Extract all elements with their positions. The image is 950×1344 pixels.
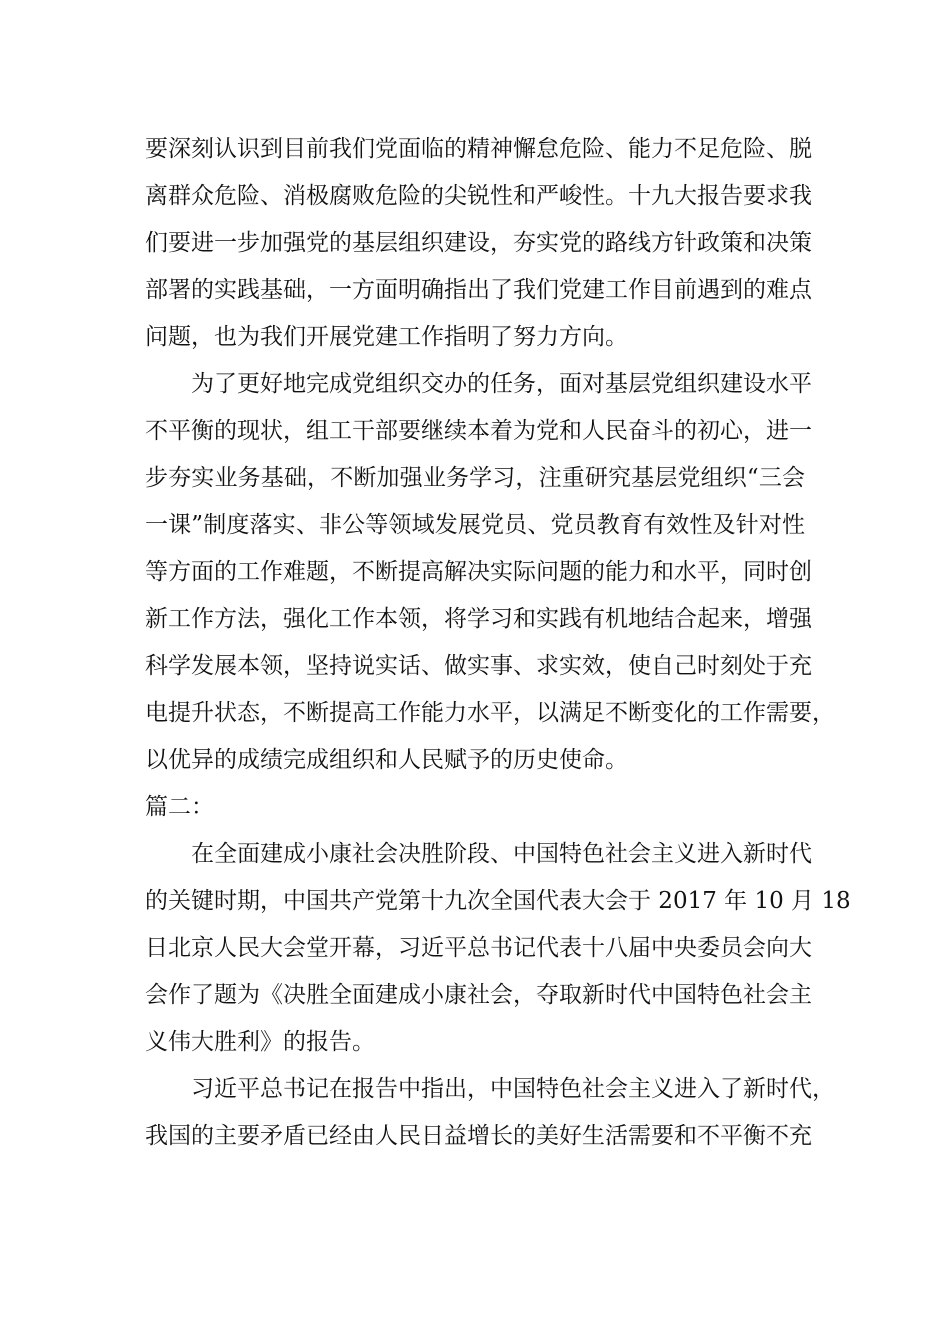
- text-line: 不平衡的现状，组工干部要继续本着为党和人民奋斗的初心，进一: [145, 418, 812, 444]
- text-line: 我国的主要矛盾已经由人民日益增长的美好生活需要和不平衡不充: [145, 1123, 812, 1149]
- text-line: 习近平总书记在报告中指出，中国特色社会主义进入了新时代，: [191, 1076, 835, 1102]
- paragraph: [145, 361, 835, 784]
- document-body: [145, 126, 851, 1160]
- text-line: 科学发展本领，坚持说实话、做实事、求实效，使自己时刻处于充: [145, 653, 812, 679]
- text-line: 部署的实践基础，一方面明确指出了我们党建工作目前遇到的难点: [145, 277, 812, 303]
- paragraph: [145, 831, 851, 1066]
- paragraph: [145, 126, 812, 361]
- text-line: 要深刻认识到目前我们党面临的精神懈怠危险、能力不足危险、脱: [145, 136, 812, 162]
- text-line: 在全面建成小康社会决胜阶段、中国特色社会主义进入新时代: [191, 841, 812, 867]
- text-line: 日北京人民大会堂开幕，习近平总书记代表十八届中央委员会向大: [145, 935, 812, 961]
- text-line: 的关键时期，中国共产党第十九次全国代表大会于 2017 年 10 月 18: [145, 888, 851, 914]
- section-heading: 篇二：: [145, 794, 214, 820]
- text-line: 一课”制度落实、非公等领域发展党员、党员教育有效性及针对性: [145, 512, 805, 538]
- text-line: 义伟大胜利》的报告。: [145, 1029, 375, 1055]
- text-line: 新工作方法，强化工作本领，将学习和实践有机地结合起来，增强: [145, 606, 812, 632]
- text-line: 们要进一步加强党的基层组织建设，夯实党的路线方针政策和决策: [145, 230, 812, 256]
- text-line: 以优异的成绩完成组织和人民赋予的历史使命。: [145, 747, 628, 773]
- text-line: 等方面的工作难题，不断提高解决实际问题的能力和水平，同时创: [145, 559, 812, 585]
- paragraph: [145, 1066, 835, 1160]
- text-line: 电提升状态，不断提高工作能力水平，以满足不断变化的工作需要，: [145, 700, 835, 726]
- text-line: 步夯实业务基础，不断加强业务学习，注重研究基层党组织“三会: [145, 465, 805, 491]
- text-line: 问题，也为我们开展党建工作指明了努力方向。: [145, 324, 628, 350]
- text-line: 为了更好地完成党组织交办的任务，面对基层党组织建设水平: [191, 371, 812, 397]
- text-line: 会作了题为《决胜全面建成小康社会，夺取新时代中国特色社会主: [145, 982, 812, 1008]
- text-line: 离群众危险、消极腐败危险的尖锐性和严峻性。十九大报告要求我: [145, 183, 812, 209]
